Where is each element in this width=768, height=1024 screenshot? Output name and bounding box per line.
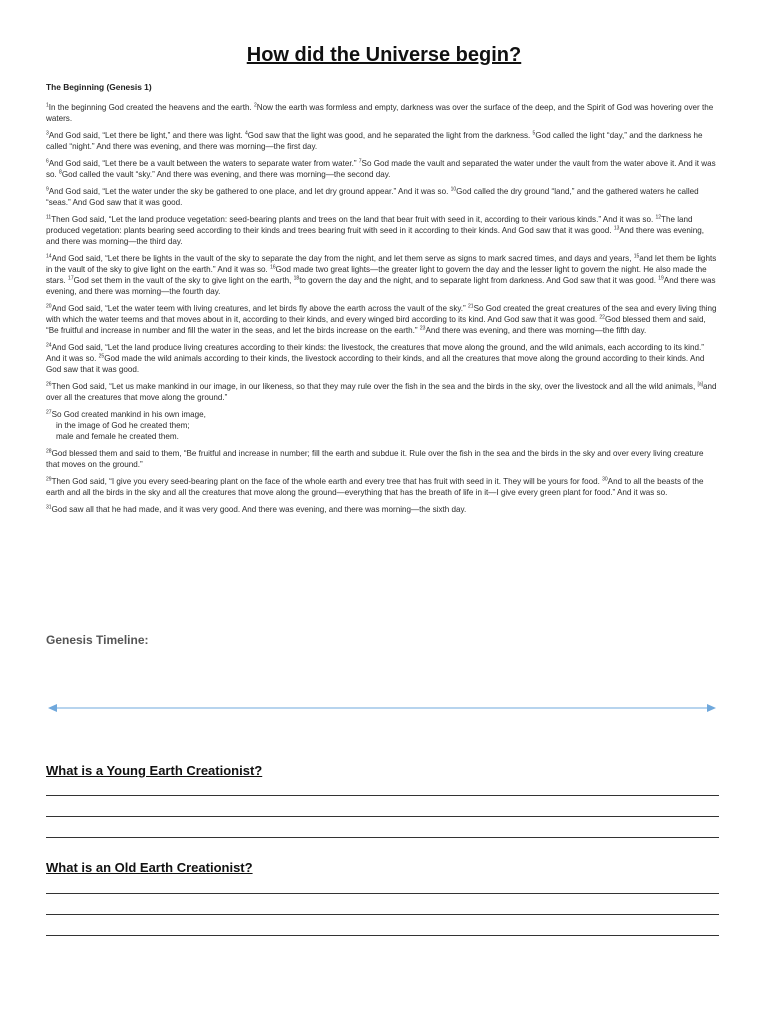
verse-text: to govern the day and the night, and to separate light from darkness. And God saw that it was good. <box>299 276 659 285</box>
poem-line: male and female he created them. <box>56 432 179 441</box>
poem-line-text: So God created mankind in his own image, <box>51 410 206 419</box>
verse-number: 15 <box>633 253 640 260</box>
verse-text: And God said, “Let the water under the sky be gathered to one place, and let dry ground appear.” And it was so. <box>48 187 451 196</box>
verse-text: God set them in the vault of the sky to give light on the earth, <box>73 276 294 285</box>
answer-line[interactable] <box>46 893 719 894</box>
verse-text: God blessed them and said to them, “Be fruitful and increase in number; fill the earth and subdue it. Rule over the fish in the sea and the birds in the sky and over every living creature that moves on the ground.” <box>46 449 704 469</box>
verse-text: And God said, “Let the water teem with living creatures, and let birds fly above the earth across the vault of the sky.” <box>51 304 468 313</box>
verse-text: And God said, “Let there be lights in the vault of the sky to separate the day from the night, and let them serve as signs to mark sacred times, and days and years, <box>51 254 634 263</box>
verse-number: 23 <box>419 325 426 332</box>
verse-number: 20 <box>46 303 52 310</box>
timeline-arrow <box>48 700 716 716</box>
paragraph-4 <box>46 186 718 208</box>
verse-text: Now the earth was formless and empty, darkness was over the surface of the deep, and the Spirit of God was hovering over the waters. <box>46 103 714 123</box>
paragraph-2 <box>46 130 718 152</box>
verse-text: So God made the vault and separated the water under the vault from the water above it. And it was so. <box>46 159 716 179</box>
paragraph-5 <box>46 214 718 247</box>
paragraph-12 <box>46 504 718 515</box>
verse-number: 25 <box>98 353 105 360</box>
verse-text: and over all the creatures that move along the ground.” <box>46 382 717 402</box>
verse-number: 11 <box>46 214 52 221</box>
poem-line: in the image of God he created them; <box>56 421 190 430</box>
verse-text: God saw that the light was good, and he separated the light from the darkness. <box>247 131 533 140</box>
paragraph-7 <box>46 303 718 336</box>
verse-number: 7 <box>358 158 362 165</box>
answer-line[interactable] <box>46 914 719 915</box>
verse-number: 14 <box>46 253 52 260</box>
verse-number: 24 <box>46 342 52 349</box>
answer-line[interactable] <box>46 935 719 936</box>
verse-number: 9 <box>46 186 49 193</box>
timeline-arrowhead-right <box>707 704 716 712</box>
verse-number: 5 <box>532 130 536 137</box>
poem-verse-27 <box>46 409 718 442</box>
genesis-passage <box>46 82 718 521</box>
verse-text: God made the wild animals according to their kinds, the livestock according to their kinds, and all the creatures that move along the ground according to their kinds. And God saw that it was good. <box>46 354 705 374</box>
verse-text: Then God said, “I give you every seed-bearing plant on the face of the whole earth and every tree that has fruit with seed in it. They will be yours for food. <box>51 477 603 486</box>
verse-text: God called the dry ground “land,” and the gathered waters he called “seas.” And God saw that it was good. <box>46 187 699 207</box>
verse-number: 2 <box>253 102 257 109</box>
page-title: How did the Universe begin? <box>246 44 522 66</box>
verse-number: 28 <box>46 448 52 455</box>
verse-number: [a] <box>697 381 704 388</box>
verse-text: God called the vault “sky.” And there was evening, and there was morning—the second day. <box>61 170 391 179</box>
verse-text: And God said, “Let there be light,” and there was light. <box>48 131 245 140</box>
paragraph-8 <box>46 342 718 375</box>
answer-line[interactable] <box>46 837 719 838</box>
verse-text: God called the light “day,” and the darkness he called “night.” And there was evening, and there was morning—the first day. <box>46 131 703 151</box>
verse-number: 18 <box>293 275 300 282</box>
verse-text: And to all the beasts of the earth and all the birds in the sky and all the creatures that move along the ground—everything that has the breath of life in it—I give every green plant for food.” And it was so. <box>46 477 704 497</box>
verse-text: And there was evening, and there was morning—the fourth day. <box>46 276 716 296</box>
verse-text: God made two great lights—the greater light to govern the day and the lesser light to govern the night. He also made the stars. <box>46 265 707 285</box>
verse-number: 30 <box>602 476 608 483</box>
paragraph-10 <box>46 448 718 470</box>
verse-text: The land produced vegetation: plants bearing seed according to their kinds and trees bearing fruit with seed in it according to their kinds. And God saw that it was good. <box>46 215 693 235</box>
answer-line[interactable] <box>46 795 719 796</box>
paragraph-1 <box>46 102 718 124</box>
old-earth-question: What is an Old Earth Creationist? <box>46 860 253 875</box>
verse-number: 3 <box>46 130 49 137</box>
verse-number: 13 <box>613 225 620 232</box>
verse-number: 29 <box>46 476 52 483</box>
verse-text: And there was evening, and there was morning—the third day. <box>46 226 704 246</box>
paragraph-9 <box>46 381 718 403</box>
answer-line[interactable] <box>46 816 719 817</box>
paragraph-3 <box>46 158 718 180</box>
verse-number: 19 <box>658 275 664 282</box>
verse-text: and let them be lights in the vault of the sky to give light on the earth.” And it was so. <box>46 254 717 274</box>
verse-number: 31 <box>46 504 52 511</box>
verse-number: 22 <box>599 314 605 321</box>
verse-number: 10 <box>450 186 457 193</box>
verse-number: 12 <box>655 214 662 221</box>
verse-text: God blessed them and said, “Be fruitful and increase in number and fill the water in the seas, and let the birds increase on the earth.” <box>46 315 706 335</box>
passage-heading: The Beginning (Genesis 1) <box>46 82 152 92</box>
verse-number: 6 <box>46 158 49 165</box>
verse-number: 21 <box>468 303 474 310</box>
verse-text: In the beginning God created the heavens and the earth. <box>48 103 254 112</box>
verse-text: So God created the great creatures of the sea and every living thing with which the water teems and that moves about in it, according to their kinds, and every winged bird according to its kind. And God saw that it was good. <box>46 304 717 324</box>
timeline-label: Genesis Timeline: <box>46 633 149 647</box>
verse-text: Then God said, “Let the land produce vegetation: seed-bearing plants and trees on the land that bear fruit with seed in it, according to their various kinds.” And it was so. <box>51 215 656 224</box>
timeline-arrowhead-left <box>48 704 57 712</box>
paragraph-6 <box>46 253 718 297</box>
young-earth-question: What is a Young Earth Creationist? <box>46 763 263 778</box>
paragraph-11 <box>46 476 718 498</box>
verse-number: 1 <box>46 102 49 109</box>
poem-line <box>46 409 718 420</box>
verse-number: 17 <box>68 275 74 282</box>
verse-text: And God said, “Let there be a vault between the waters to separate water from water.” <box>48 159 359 168</box>
verse-number: 4 <box>244 130 248 137</box>
verse-text: And God said, “Let the land produce living creatures according to their kinds: the livestock, the creatures that move along the ground, and the wild animals, each according to its kind.” And it was so. <box>46 343 704 363</box>
verse-number: 8 <box>59 169 62 176</box>
verse-text: God saw all that he had made, and it was very good. And there was evening, and there was morning—the sixth day. <box>51 505 467 514</box>
verse-number: 16 <box>270 264 276 271</box>
verse-number: 26 <box>46 381 52 388</box>
verse-number: 27 <box>46 409 52 416</box>
verse-text: And there was evening, and there was morning—the fifth day. <box>425 326 647 335</box>
verse-text: Then God said, “Let us make mankind in our image, in our likeness, so that they may rule over the fish in the sea and the birds in the sky, over the livestock and all the wild animals, <box>51 382 698 391</box>
